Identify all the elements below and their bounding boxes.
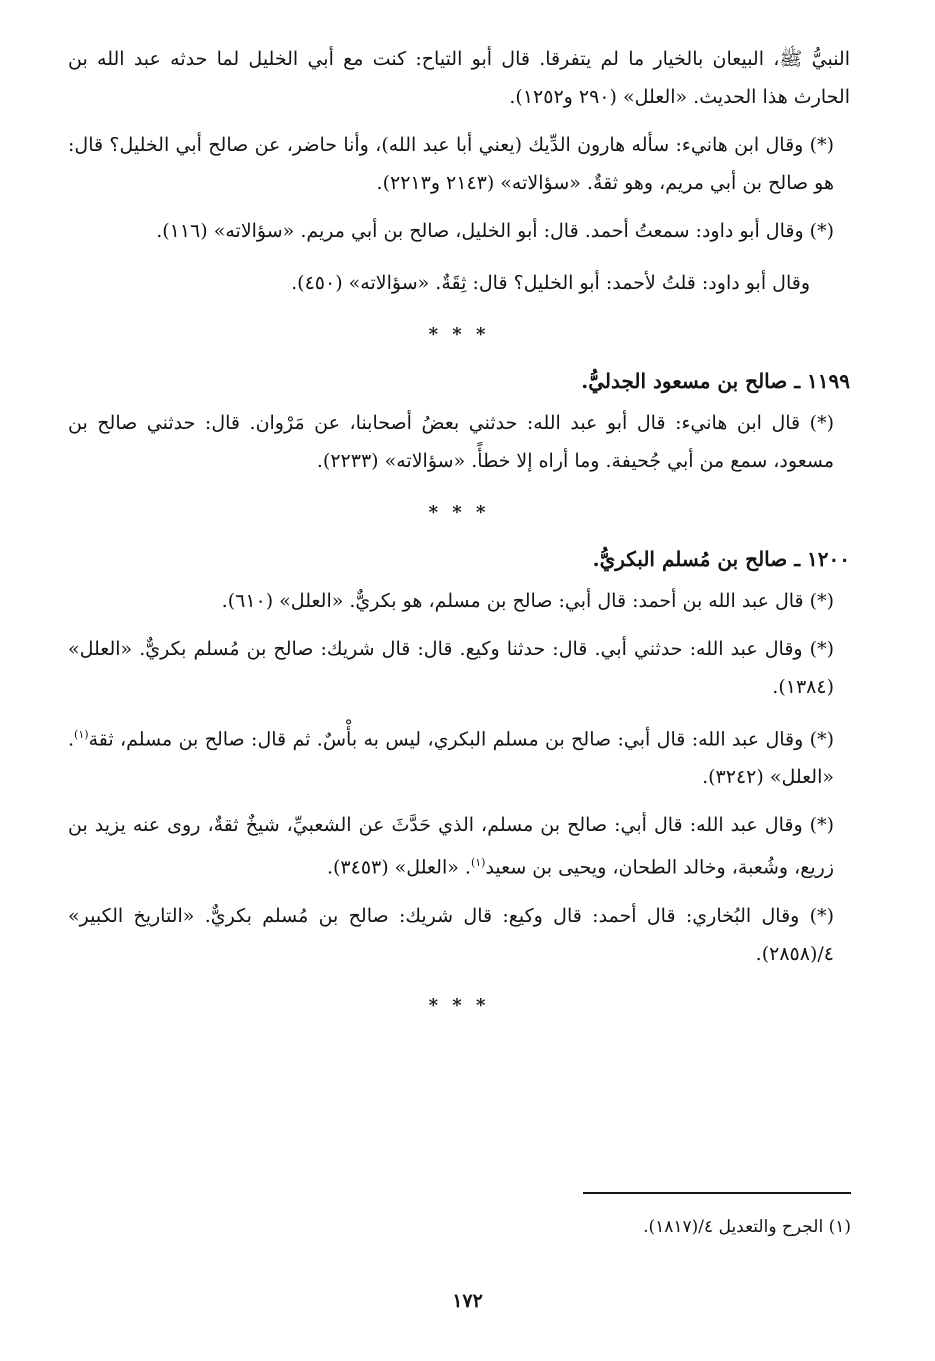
paragraph-1200-abdullah-3	[68, 716, 850, 796]
paragraph-abu-dawud-1: (*) وقال أبو داود: سمعتُ أحمد. قال: أبو الخليل، صالح بن أبي مريم. «سؤالاته» (١١٦).	[156, 220, 834, 242]
paragraph-abu-dawud-2: وقال أبو داود: قلتُ لأحمد: أبو الخليل؟ قال: ثِقَةٌ. «سؤالاته» (٤٥٠).	[291, 272, 810, 294]
entry-heading-1200: ١٢٠٠ ـ صالح بن مُسلم البكريُّ.	[592, 547, 850, 571]
footnote-reference: (١)	[470, 856, 486, 870]
footnote-reference: (١)	[74, 728, 89, 741]
footnote: (١) الجرح والتعديل ٤/(١٨١٧).	[643, 1217, 851, 1237]
body-text	[68, 40, 850, 1029]
paragraph-1200-abdullah-2: (*) وقال عبد الله: حدثني أبي. قال: حدثنا وكيع. قال: قال شريك: صالح بن مُسلم بكريٌّ. «العلل» (١٣٨٤).	[68, 638, 834, 698]
paragraph-1199-ibn-hani: (*) قال ابن هانيء: قال أبو عبد الله: حدثني بعضُ أصحابنا، عن مَرْوان. قال: حدثني صالح بن مسعود، سمع من أبي جُحيفة. وما أراه إلا خطأً. «سؤالاته» (٢٢٣٣).	[68, 412, 834, 472]
entry-heading-1199: ١١٩٩ ـ صالح بن مسعود الجدليُّ.	[581, 369, 850, 393]
paragraph-1200-abdullah-4	[68, 806, 850, 886]
paragraph-text: . «العلل» (٣٤٥٣).	[326, 856, 471, 879]
paragraph-text: . «العلل» (٣٢٤٢).	[68, 728, 834, 789]
page-number: ١٧٢	[452, 1290, 483, 1312]
section-separator: * * *	[428, 994, 490, 1016]
paragraph-1200-abdullah-1: (*) قال عبد الله بن أحمد: قال أبي: صالح بن مسلم، هو بكريٌّ. «العلل» (٦١٠).	[221, 590, 834, 612]
section-separator: * * *	[428, 324, 490, 345]
footnote-divider	[583, 1192, 851, 1194]
intro-paragraph: النبيُّ ﷺ، البيعان بالخيار ما لم يتفرقا. قال أبو التياح: كنت مع أبي الخليل لما حدثه عبد الله بن الحارث هذا الحديث. «العلل» (٢٩٠ و١٢٥٢).	[68, 48, 850, 108]
paragraph-1200-bukhari: (*) وقال البُخاري: قال أحمد: قال وكيع: قال شريك: صالح بن مُسلم بكريٌّ. «التاريخ الكبير» ٤/(٢٨٥٨).	[68, 904, 834, 965]
paragraph-text: (*) وقال عبد الله: قال أبي: صالح بن مسلم البكري، ليس به بأْسٌ. ثم قال: صالح بن مسلم، ثقة	[88, 728, 834, 751]
paragraph-ibn-hani-abu-khalil: (*) وقال ابن هانيء: سأله هارون الدِّيك (يعني أبا عبد الله)، وأنا حاضر، عن صالح أبي الخليل؟ قال: هو صالح بن أبي مريم، وهو ثقةٌ. «سؤالاته» (٢١٤٣ و٢٢١٣).	[68, 134, 834, 194]
section-separator: * * *	[428, 502, 490, 523]
paragraph-text: (*) وقال عبد الله: قال أبي: صالح بن مسلم، الذي حَدَّثَ عن الشعبيِّ، شيخٌ ثقةٌ، روى عنه يزيد بن زريع، وشُعبة، وخالد الطحان، ويحيى بن سعيد	[68, 814, 834, 879]
